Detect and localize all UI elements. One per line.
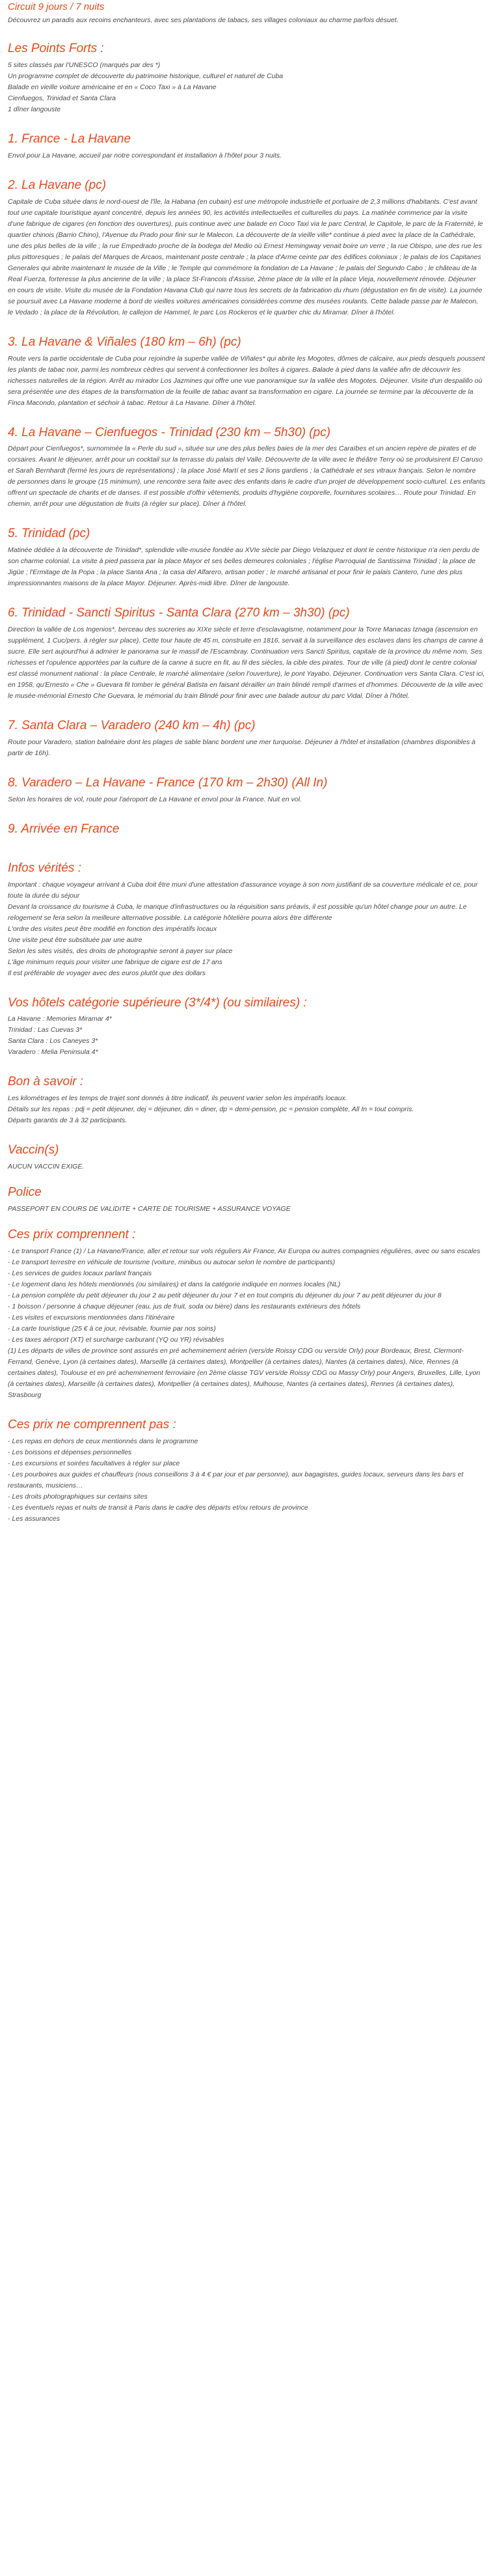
intro-text: Découvrez un paradis aux recoins enchanteurs, avec ses plantations de tabacs, ses villages coloniaux au charme parfois désuet. [8, 16, 399, 25]
hotels-list [8, 1014, 485, 1058]
day-7-text: Route pour Varadero, station balnéaire dont les plages de sable blanc bordent une mer turquoise. Déjeuner à l'hôtel et installation (chambres disponibles à partir de 16h). [8, 738, 475, 757]
list-item: - 1 boisson / personne à chaque déjeuner (eau, jus de fruit, soda ou bière) dans les restaurants extérieurs des hôtels [8, 1302, 361, 1310]
list-item: 5 sites classés par l'UNESCO (marqués par des *) [8, 61, 161, 70]
list-item: Trinidad : Las Cuevas 3* [8, 1026, 83, 1034]
hotels-title: Vos hôtels catégorie supérieure (3*/4*) (ou similaires) : [8, 995, 307, 1010]
day-5-title: 5. Trinidad (pc) [8, 527, 90, 541]
vaccins-list [8, 1161, 485, 1172]
list-item: - Les boissons et dépenses personnelles [8, 1448, 132, 1456]
page [0, 1, 493, 1531]
prix-ne-comprennent-title: Ces prix ne comprennent pas : [8, 1417, 176, 1432]
page-title: Circuit 9 jours / 7 nuits [8, 1, 105, 12]
list-item: 1 dîner langouste [8, 105, 61, 114]
list-item: Devant la croissance du tourisme à Cuba, le manque d'infrastructures ou la réquisition sans préavis, il est possible qu'un hôtel change pour un autre. Le relogement se fera selon la meilleure alternative possible. La catégorie hôtelière pourra alors être différente [8, 902, 467, 922]
list-item: AUCUN VACCIN EXIGE. [8, 1163, 85, 1171]
list-item: Les kilométrages et les temps de trajet sont donnés à titre indicatif, ils peuvent varier selon les impératifs locaux. [8, 1094, 347, 1103]
list-item: L'ordre des visites peut être modifié en fonction des impératifs locaux [8, 924, 217, 933]
list-item: (1) Les départs de villes de province sont assurés en pré acheminement aérien (vers/de Roissy CDG ou vers/de Orly) pour Bordeaux, Brest, Clermont-Ferrand, Genève, Lyon (à certaines dates), Marseille (à certaines dates), Montpellier (à certaines dates), Nantes (à certaines dates), Nice, Rennes (à certaines dates), Toulouse et en pré acheminement ferroviaire (en 2ème classe TGV vers/de Roissy CDG ou Massy Orly) pour Angers, Bruxelles, Lille, Lyon (à certaines dates), Marseille (à certaines dates), Montpellier (à certaines dates), Mulhouse, Nantes (à certaines dates), Rennes (à certaines dates), Strasbourg [8, 1346, 481, 1399]
prix-comprennent-list [8, 1246, 485, 1401]
police-title: Police [8, 1185, 42, 1200]
points-forts-list [8, 60, 485, 115]
day-6-title: 6. Trinidad - Sancti Spiritus - Santa Clara (270 km – 3h30) (pc) [8, 606, 350, 620]
list-item: - Les taxes aéroport (XT) et surcharge carburant (YQ ou YR) révisables [8, 1335, 224, 1344]
day-1-text: Envol pour La Havane, accueil par notre correspondant et installation à l'hôtel pour 3 nuits. [8, 151, 282, 159]
day-4-title: 4. La Havane – Cienfuegos - Trinidad (230 km – 5h30) (pc) [8, 425, 331, 439]
list-item: - Les visites et excursions mentionnées dans l'itinéraire [8, 1313, 175, 1322]
infos-list [8, 879, 485, 979]
day-4-text: Départ pour Cienfuegos*, surnommée la « Perle du sud », située sur une des plus belles baies de la mer des Caraïbes et un ancien repère de pirates et de corsaires. Avant le déjeuner, arrêt pour un cocktail sur la terrasse du palais del Valle. Découverte de la ville avec le théâtre Terry où se produisirent El Caruso et Sarah Bernhardt (fermé les jours de représentations) ; la place José Martí et ses 2 lions gardiens ; la Cathédrale et ses vitraux français. Selon le nombre de personnes dans le groupe (15 minimum), une rencontre sera faite avec des enfants dans le cadre d'un projet de développement socio-culturel. Les enfants offrent un spectacle de chants et de danses. Il est possible d'offrir vêtements, produits d'hygiène corporelle, fournitures scolaires… Route pour Trinidad. En chemin, arrêt pour une dégustation de fruits (à régler sur place). Dîner à l'hôtel. [8, 445, 485, 508]
points-forts-title: Les Points Forts : [8, 42, 104, 56]
day-5-text: Matinée dédiée à la découverte de Trinidad*, splendide ville-musée fondée au XVIe siècle par Diego Velazquez et dont le centre historique n'a rien perdu de son charme colonial. La visite à pied passera par la place Mayor et ses belles demeures coloniales ; l'église Parroquial de Santissima Trinidad ; la place de Jigüe ; l'Ermitage de la Popa ; la place Santa Ana ; la casa del Alfarero, artisan potier ; le marché artisanal et pour finir le palais Cantero, l'une des plus impressionnantes maisons de la place Mayor. Déjeuner. Après-midi libre. Dîner de langouste. [8, 546, 480, 588]
list-item: L'âge minimum requis pour visiter une fabrique de cigare est de 17 ans [8, 958, 223, 966]
list-item: - Le transport France (1) / La Havane/France, aller et retour sur vols réguliers Air France, Air Europa ou autres compagnies régulières, avec ou sans escales [8, 1247, 481, 1255]
day-2-title: 2. La Havane (pc) [8, 178, 107, 192]
list-item: - La pension complète du petit déjeuner du jour 2 au petit déjeuner du jour 7 et en tout compris du déjeuner du jour 7 au petit déjeuner du jour 8 [8, 1291, 442, 1299]
list-item: - Le transport terrestre en véhicule de tourisme (voiture, minibus ou autocar selon le nombre de participants) [8, 1258, 336, 1266]
day-8-text: Selon les horaires de vol, route pour l'aéroport de La Havane et envol pour la France. Nuit en vol. [8, 795, 302, 803]
prix-comprennent-title: Ces prix comprennent : [8, 1227, 136, 1241]
list-item: Cienfuegos, Trinidad et Santa Clara [8, 94, 116, 103]
day-9-title: 9. Arrivée en France [8, 822, 120, 836]
list-item: - Les droits photographiques sur certains sites [8, 1492, 148, 1501]
list-item: - Les assurances [8, 1514, 60, 1523]
list-item: Détails sur les repas : pdj = petit déjeuner, dej = déjeuner, din = diner, dp = demi-pension, pc = pension complète, All In = tout compris. [8, 1105, 414, 1114]
list-item: Varadero : Melia Peninsula 4* [8, 1048, 98, 1057]
list-item: Selon les sites visités, des droits de photographie seront à payer sur place [8, 947, 233, 955]
list-item: Une visite peut être substituée par une autre [8, 935, 142, 944]
day-8-title: 8. Varadero – La Havane - France (170 km – 2h30) (All In) [8, 776, 328, 790]
list-item: Santa Clara : Los Caneyes 3* [8, 1037, 98, 1046]
list-item: - Les services de guides locaux parlant français [8, 1269, 152, 1277]
list-item: - Les pourboires aux guides et chauffeurs (nous conseillons 3 à 4 € par jour et par personne), aux bagagistes, guides locaux, serveurs dans les bars et restaurants, musiciens… [8, 1470, 464, 1489]
day-1-title: 1. France - La Havane [8, 132, 131, 146]
bon-savoir-title: Bon à savoir : [8, 1075, 84, 1089]
list-item: - Les excursions et soirées facultatives à régler sur place [8, 1459, 180, 1467]
infos-title: Infos vérités : [8, 861, 81, 875]
day-7-title: 7. Santa Clara – Varadero (240 km – 4h) (pc) [8, 719, 256, 733]
list-item: Il est préférable de voyager avec des euros plutôt que des dollars [8, 969, 206, 977]
police-list [8, 1204, 485, 1215]
day-2-text: Capitale de Cuba située dans le nord-ouest de l'île, la Habana (en cubain) est une métropole industrielle et portuaire de 2,3 millions d'habitants. C'est avant tout une capitale touristique ayant concentré, depuis les années 90, les activités intellectuelles et culturelles du pays. La matinée commence par la visite d'une fabrique de cigares (en fonction des ouvertures), puis continue avec une balade en Coco Taxi via le parc Central, le Capitole, le parc de la Fraternité, le quartier chinois (Barrio Chino), l'Avenue du Prado pour finir sur le Malecon. La découverte de la vieille ville* continue à pied avec la place de la Cathédrale, une des plus belles de la ville ; la rue Empedrado proche de la bodega del Medio où Ernest Hemingway venait boire un verre ; la rue Obispo, une des rue les plus pittoresques ; le palais del Marques de Arcaos, maintenant poste centrale ; la place d'Arme ceinte par des édifices coloniaux ; le palais de los Capitanes Generales qui abrite maintenant le musée de la Ville ; le Temple qui commémore la fondation de La Havane ; le palais del Segundo Cabo ; le château de la Real Fuerza, forteresse la plus ancienne de la ville ; la place St-Francois d'Assise, 2ème place de la ville et la place Vieja, nouvellement rénovée. Déjeuner en cours de visite. Visite du musée de la Fondation Havana Club qui narre tous les secrets de la fabrication du rhum (dégustation en fin de visite). La journée se poursuit avec La Havane moderne à bord de vieilles voitures américaines considérées comme des musées roulants. Cette balade passe par le Malecon, le Vedado ; la place de la Révolution, le callejon de Hammel, le parc Los Rockeros et le quartier chic du Miramar. Dîner à l'hôtel. [8, 197, 483, 316]
list-item: - La carte touristique (25 € à ce jour, révisable, fournie par nos soins) [8, 1324, 216, 1333]
list-item: La Havane : Memories Miramar 4* [8, 1015, 112, 1023]
list-item: - Le logement dans les hôtels mentionnés (ou similaires) et dans la catégorie indiquée en normes locales (NL) [8, 1280, 341, 1288]
list-item: Un programme complet de découverte du patrimoine historique, culturel et naturel de Cuba [8, 72, 284, 81]
list-item: Balade en vieille voiture américaine et en « Coco Taxi » à La Havane [8, 83, 217, 92]
day-3-title: 3. La Havane & Viñales (180 km – 6h) (pc) [8, 335, 241, 349]
list-item: Important : chaque voyageur arrivant à Cuba doit être muni d'une attestation d'assurance voyage à son nom justifiant de sa couverture médicale et ce, pour toute la durée du séjour [8, 880, 478, 900]
list-item: Départs garantis de 3 à 32 participants. [8, 1116, 127, 1125]
bon-savoir-list [8, 1093, 485, 1126]
list-item: - Les éventuels repas et nuits de transit à Paris dans le cadre des départs et/ou retours de province [8, 1503, 308, 1512]
vaccins-title: Vaccin(s) [8, 1143, 59, 1157]
list-item: PASSEPORT EN COURS DE VALIDITE + CARTE DE TOURISME + ASSURANCE VOYAGE [8, 1204, 291, 1213]
list-item: - Les repas en dehors de ceux mentionnés dans le programme [8, 1437, 198, 1445]
prix-ne-comprennent-list [8, 1436, 485, 1525]
day-6-text: Direction la vallée de Los Ingenios*, berceau des sucreries au XIXe siècle et terre d'esclavagisme, notamment pour la Torre Manacas Iznaga (ascension en supplément, 1 Cuc/pers. à régler sur place). Cette tour haute de 45 m, construite en 1816, servait à la surveillance des esclaves dans les champs de canne à sucre. Elle sert aujourd'hui à admirer le panorama sur le massif de l'Escambray. Continuation vers Sancti Spiritus, capitale de la province du même nom. Ses richesses et l'opulence apportées par la culture de la canne à sucre en fit, au fil des siècles, la cible des pirates. Tour de ville (à pied) dont le centre colonial est classé monument national : la place Centrale, le marché alimentaire (selon l'ouverture), le pont Yayabo. Déjeuner. Continuation vers Santa Clara. C'est ici, en 1958, qu'Ernesto « Che » Guevara fit tomber le général Batista en faisant dérailler un train blindé rempli d'armes et d'hommes. Découverte de la ville avec le musée-mémorial Ernesto Che Guevara, le mémorial du train Blindé pour finir avec une balade autour du parc Vidal. Dîner à l'hôtel. [8, 626, 485, 700]
day-3-text: Route vers la partie occidentale de Cuba pour rejoindre la superbe vallée de Viñales* qui abrite les Mogotes, dômes de calcaire, aux pieds desquels poussent les plants de tabac noir, parmi les nombreux cèdres qui servent à confectionner les boîtes à cigares. Balade à pied dans la vallée afin de découvrir les richesses naturelles de la région. Arrêt au mirador Los Jazmines qui offre une vue panoramique sur la vallée des Mogotes. Déjeuner. Visite d'un despalillo où sera présentée une des étapes de la transformation de la feuille de tabac avant sa transformation en cigare. La journée se termine par la découverte de la Finca Macondo, plantation et séchoir à tabac. Retour à La Havane. Dîner à l'hôtel. [8, 354, 485, 407]
